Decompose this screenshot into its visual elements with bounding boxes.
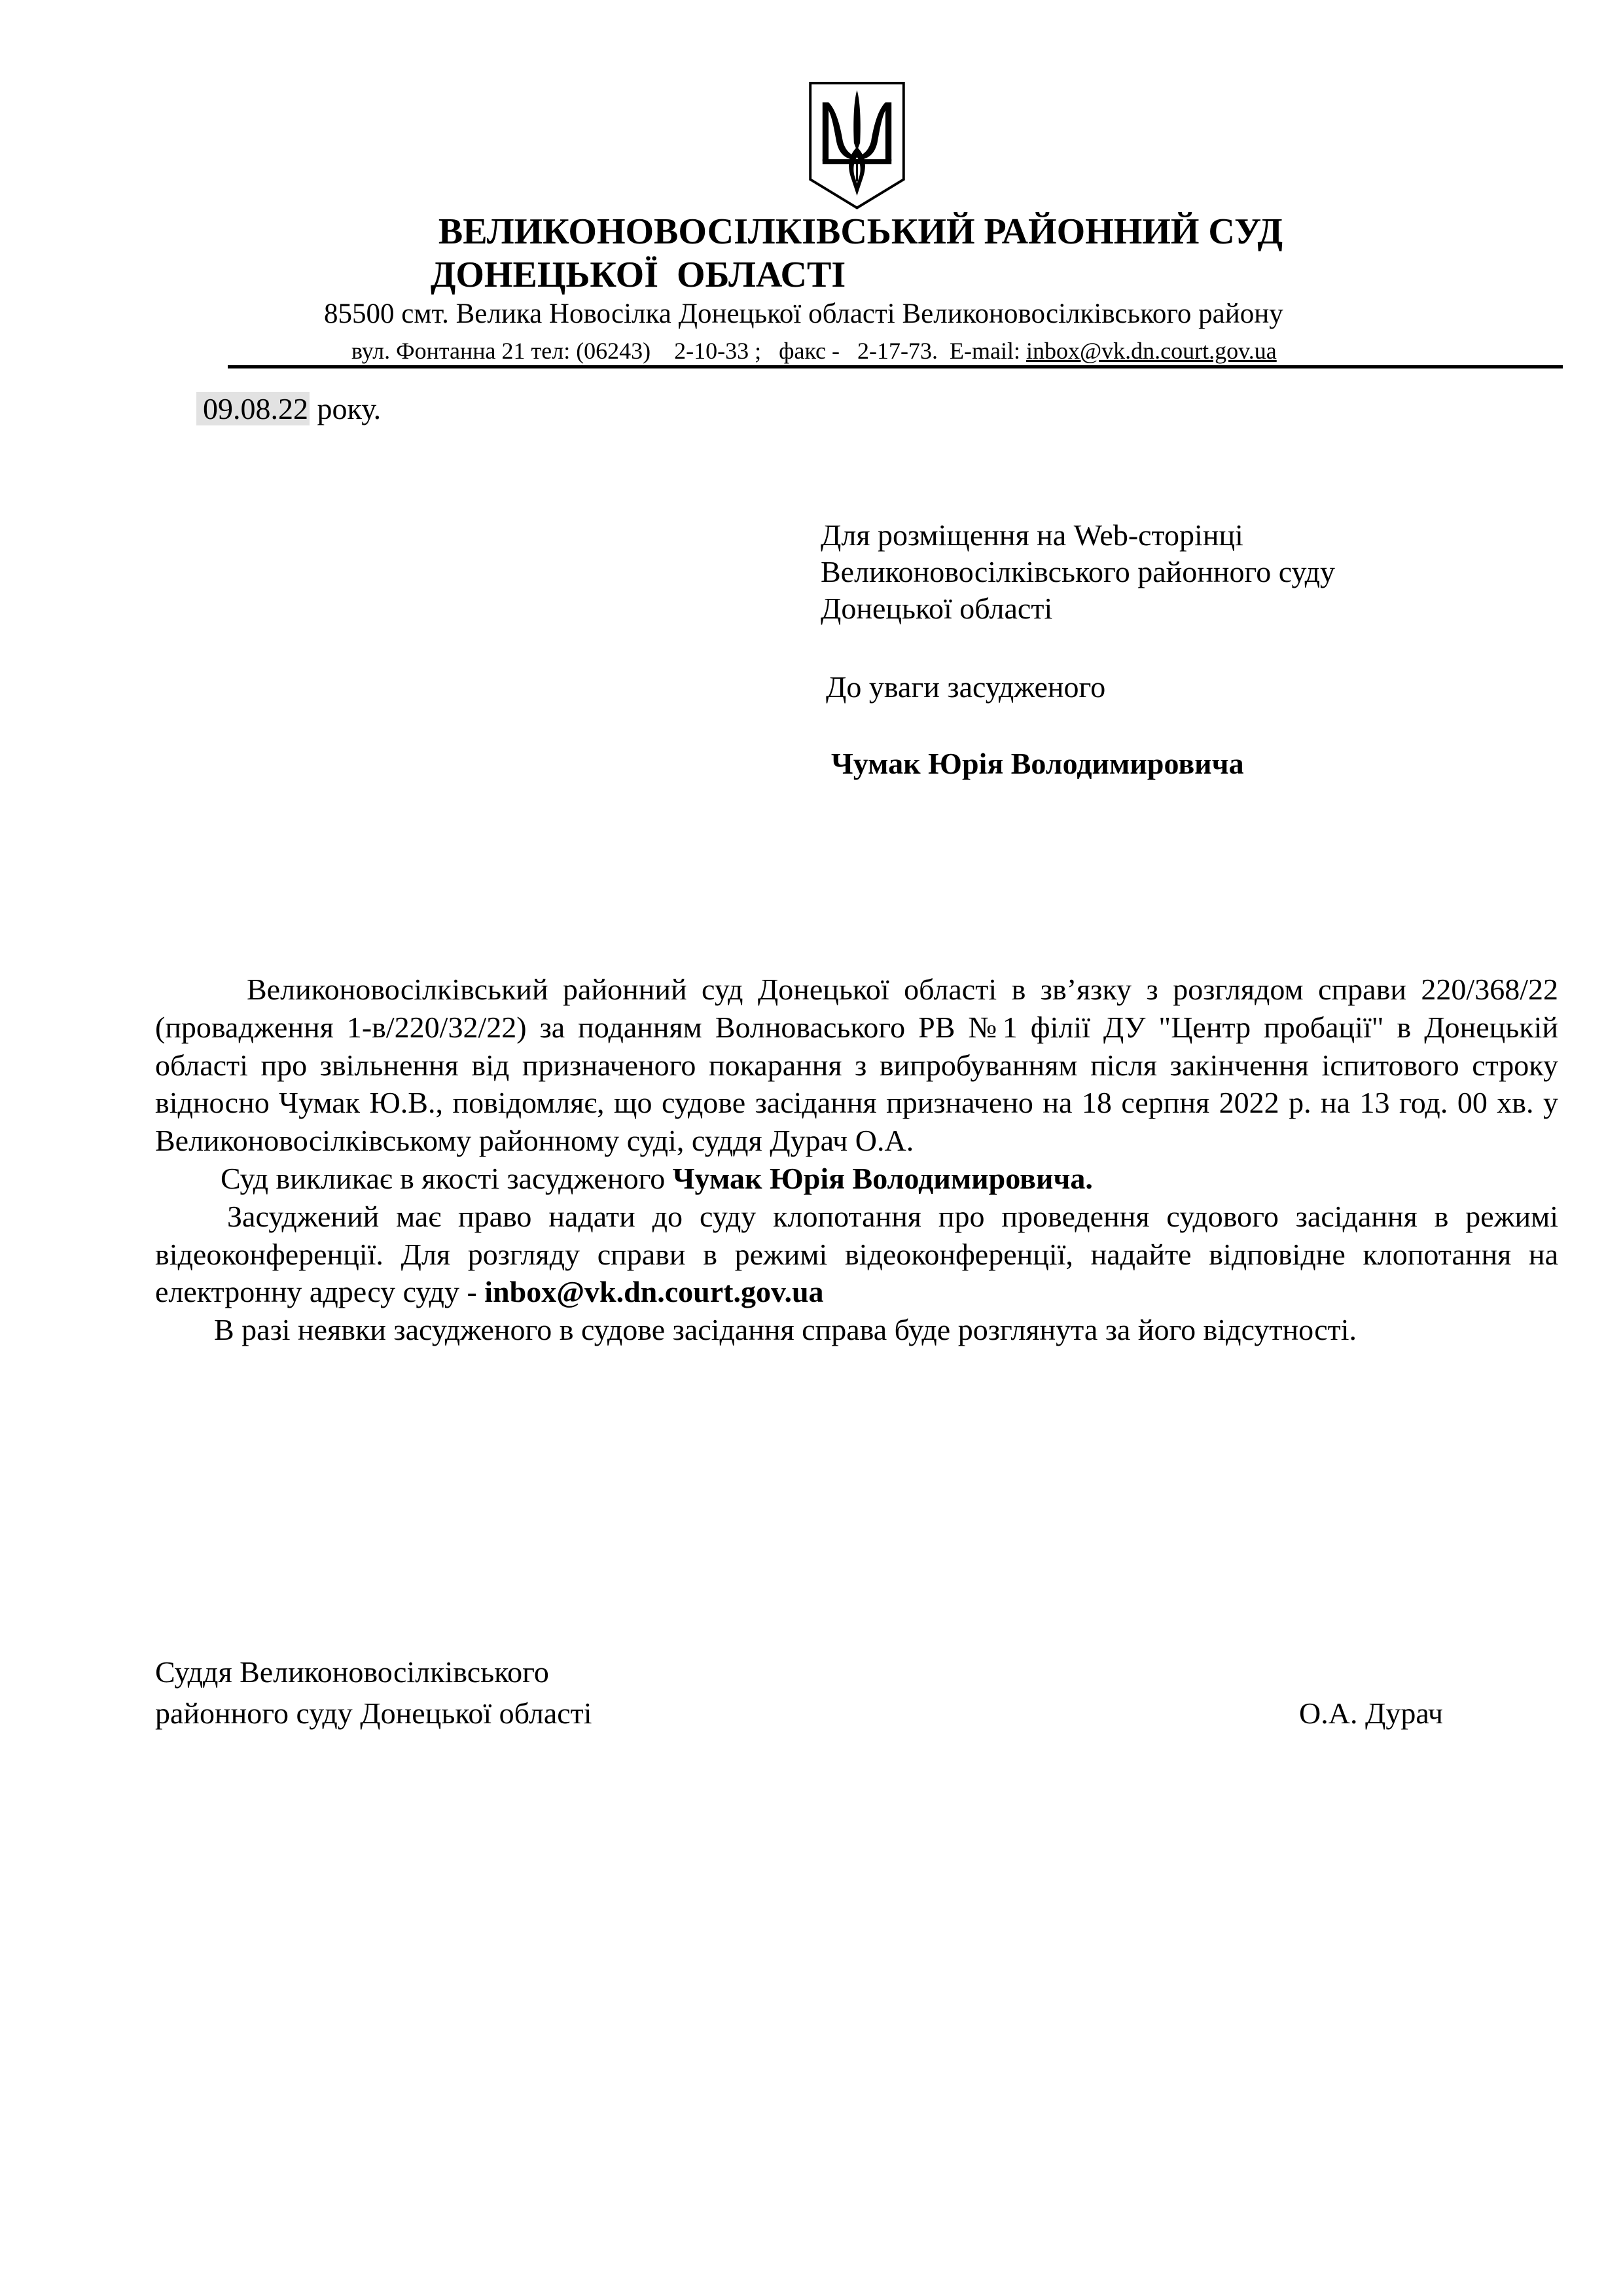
body-paragraph-summons xyxy=(155,1160,1558,1198)
recipient-line3: Донецької області xyxy=(821,592,1053,625)
court-title-line1: ВЕЛИКОНОВОСІЛКІВСЬКИЙ РАЙОННИЙ СУД xyxy=(438,211,1283,252)
recipient-line1: Для розміщення на Web-сторінці xyxy=(821,518,1243,552)
body-paragraph-videoconference xyxy=(155,1198,1558,1311)
document-date xyxy=(196,391,381,427)
body-email-link[interactable]: inbox@vk.dn.court.gov.ua xyxy=(484,1275,824,1309)
court-address: 85500 смт. Велика Новосілка Донецької області Великоновосілківського району xyxy=(324,298,1283,329)
body-paragraph-absence: В разі неявки засудженого в судове засідання справа буде розглянута за його відсутності. xyxy=(214,1313,1357,1347)
convict-name: Чумак Юрія Володимировича xyxy=(831,747,1244,780)
court-title-line2: ДОНЕЦЬКОЇ ОБЛАСТІ xyxy=(430,255,846,295)
notice-body xyxy=(155,971,1558,1349)
signature-position-line1: Суддя Великоновосілківського xyxy=(155,1655,549,1689)
summons-name: Чумак Юрія Володимировича. xyxy=(672,1161,1093,1195)
summons-text: Суд викликає в якості засудженого xyxy=(221,1161,673,1195)
signature-position-line2: районного суду Донецької області xyxy=(155,1696,592,1730)
coat-of-arms-icon xyxy=(806,80,908,212)
attention-label: До уваги засудженого xyxy=(826,670,1106,704)
date-suffix: року. xyxy=(310,392,382,425)
header-divider xyxy=(228,365,1563,368)
recipient-line2: Великоновосілківського районного суду xyxy=(821,555,1336,588)
contact-details: вул. Фонтанна 21 тел: (06243) 2-10-33 ; факс - 2-17-73. E-mail: xyxy=(351,338,1026,364)
court-contacts xyxy=(351,337,1277,365)
date-value: 09.08.22 xyxy=(196,392,310,425)
body-paragraph-hearing: Великоновосілківський районний суд Донецької області в зв’язку з розглядом справи 220/368/22 (провадження 1-в/220/32/22) за поданням Волноваського РВ №1 філії ДУ "Центр пробації" в Донецькій області про звільнення від призначеного покарання з випробуванням після закінчення іспитового строку відносно Чумак Ю.В., повідомляє, що судове засідання призначено на 18 серпня 2022 р. на 13 год. 00 хв. у Великоновосілківському районному суді, суддя Дурач О.А. xyxy=(155,973,1558,1158)
signature-name: О.А. Дурач xyxy=(1299,1696,1444,1730)
videoconference-text: Засуджений має право надати до суду клопотання про проведення судового засідання в режимі відеоконференції. Для розгляду справи в режимі відеоконференції, надайте відповідне клопотання на електронну адресу суду - xyxy=(155,1199,1558,1309)
header-email-link[interactable]: inbox@vk.dn.court.gov.ua xyxy=(1026,338,1277,364)
